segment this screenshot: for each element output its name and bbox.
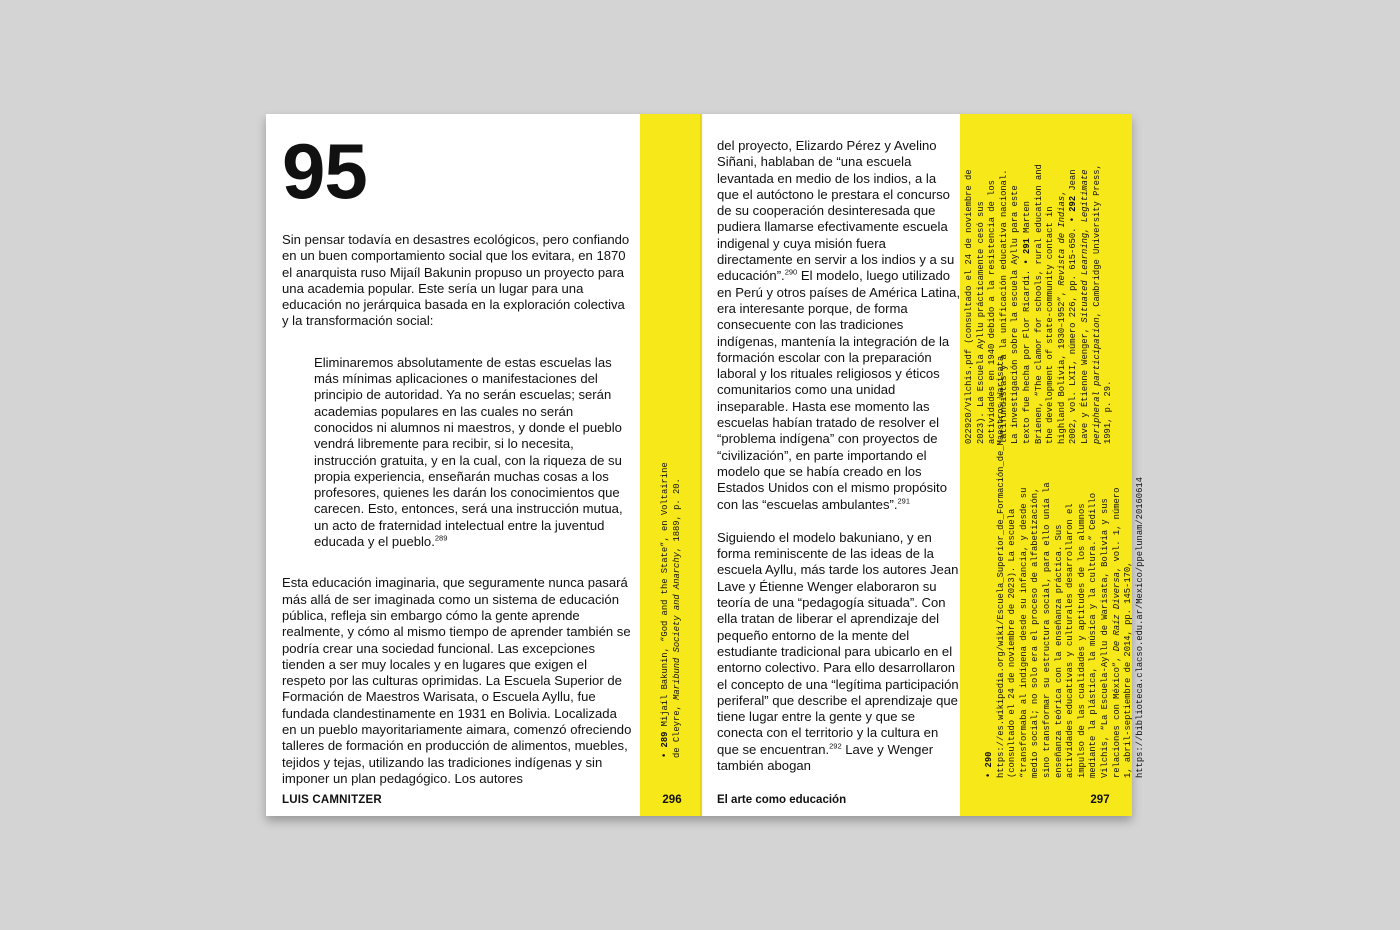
footnote-marker: • 290 — [984, 751, 994, 778]
running-footer-author: LUIS CAMNITZER — [282, 794, 382, 806]
body-paragraph: Sin pensar todavía en desastres ecológicos, pero confiando en un buen comportamiento social que los evitara, en 1870 el anarquista ruso Mijaíl Bakunin propuso un proyecto para una academia popular. Este sería un lugar para una educación no jerárquica basada en la exploración colectiva y la transformación social: — [282, 232, 630, 329]
footnote-290 — [984, 355, 1146, 778]
quote-text: Eliminaremos absolutamente de estas escuelas las más mínimas aplicaciones o manifestaciones del principio de autoridad. Ya no serán escuelas; serán academias populares en las cuales no serán conocidos ni alumnos ni maestros, y donde el pueblo vendrá libremente para recibir, si lo necesita, instrucción gratuita, y en la cual, con la riqueza de su propia experiencia, enseñarán muchas cosas a los profesores, quienes les darán los conocimientos que carecen. Esto, entonces, será una instrucción mutua, un acto de fraternidad intelectual entre la juventud educada y el pueblo. — [314, 354, 623, 550]
paragraph-text: del proyecto, Elizardo Pérez y Avelino Siñani, hablaban de “una escuela levantada en medio de los indios, a la que el autóctono le prestara el concurso de su cooperación desinteresada que pudiera llamarse efectivamente escuela indigenal y cuya misión fuera directamente en servir a los indios y a su educación”. — [717, 138, 955, 284]
page-number-left: 296 — [662, 794, 682, 806]
body-paragraph: Esta educación imaginaria, que seguramente nunca pasará más allá de ser imaginada como un sistema de educación pública, refleja sin embargo cómo la gente aprende realmente, y cómo al mismo tiempo de aprender también se podría crear una sociedad funcional. Las excepciones tienden a ser muy locales y en lugares que exigen el respeto por las culturas oprimidas. La Escuela Superior de Formación de Maestros Warisata, o Escuela Ayllu, fue fundada clandestinamente en 1931 en Bolivia. Localizada en un pueblo mayoritariamente aimara, comenzó ofreciendo talleres de formación en producción de alimentos, muebles, tejidos y tejas, utilizando las tradiciones indígenas y sin imponer un plan pedagógico. Los autores — [282, 575, 632, 786]
footnote-marker: • 292 — [1068, 195, 1079, 223]
footnote-marker: • 289 — [660, 731, 670, 758]
footnote-text: , vol. 1, número 1, abril-septiembre de 2014, pp. 145-170, https://biblioteca.clacso.edu.ar/Mexico/ppelunam/20160614 — [1111, 477, 1145, 778]
footnote-text: 022920/Vilchis.pdf (consultado el 24 de noviembre de 2023). La Escuela Ayllu prácticamente cesó sus actividades en 1940 debido a la resistencia de los latifundistas y a la unificación educativa nacional. La investigación sobre la escuela Ayllu para este texto fue hecha por Flor Ricardi. — [964, 169, 1032, 444]
right-page-body — [717, 138, 961, 774]
footnote-text: , Cambridge University Press, 1991, p. 29. — [1091, 164, 1114, 444]
footnote-ref: 291 — [897, 496, 911, 506]
footnote-title: Maribund Society and Anarchy — [671, 552, 682, 700]
footnote-marker: • 291 — [1021, 238, 1032, 265]
footnote-text: https://es.wikipedia.org/wiki/Escuela_Superior_de_Formación_de_Maestros_Warisata (consultado el 24 de noviembre de 2023). La escuela “transformaba al indígena desde su infancia, y desde su medio social; no solo era el proceso de alfabetización, sino transformar su estructura social, para ello unía la enseñanza teórica con la enseñanza práctica. Sus actividades educativas y culturales desarrollaron el impulso de las cualidades y aptitudes de los alumnos mediante la plástica, la música y la cultura.” Cedillo Vilchis, “La Escuela-Ayllu de Warisata, Bolivia y sus relaciones con México”, — [995, 355, 1122, 778]
paragraph-text: Siguiendo el modelo bakuniano, y en forma reminiscente de las ideas de la escuela Ayllu, más tarde los autores Jean Lave y Étienne Wenger elaboraron su teoría de una “pedagogía situada”. Con ella tratan de liberar el aprendizaje del pequeño entorno de la mente del estudiante tradicional para ubicarlo en el entorno colectivo. Para ello desarrollaron el concepto de una “legítima participación periferal” que describe el aprendizaje que tiene lugar entre la gente y que se conecta con el territorio y la cultura en que se encuentran. — [717, 529, 959, 757]
footnote-text: Jean Lave y Étienne Wenger, — [1068, 169, 1090, 444]
running-footer-chapter: El arte como educación — [717, 794, 847, 806]
footnote-text: Marten Brienen, “The clamor for schools, rural education and the development of state-community contact in highland Bolivia, 1930–1952”, — [1021, 164, 1067, 444]
page-number-right: 297 — [1090, 794, 1110, 806]
footnote-289 — [660, 458, 683, 758]
footnote-ref: 290 — [784, 268, 798, 278]
chapter-number: 95 — [282, 127, 367, 215]
footnote-text: Mijaíl Bakunin, “God and the State”, en Voltairine de Cleyre, — [660, 462, 682, 758]
paragraph-text: El modelo, luego utilizado en Perú y otros países de América Latina, era interesante porque, de forma consecuente con las tradiciones indígenas, mantenía la integración de la formación escolar con la preparación laboral y los rituales religiosos y éticos comunitarios como una unidad inseparable. Hasta ese momento las escuelas habían tratado de resolver el “problema indígena” con proyectos de “civilización”, en parte importando el modelo que se había creado en los Estados Unidos con el mismo propósito con las “escuelas ambulantes”. — [717, 268, 961, 512]
footnote-text: , 1889, p. 20. — [671, 478, 682, 553]
body-paragraph — [717, 138, 961, 513]
footnote-title: Situated Learning, Legitimate peripheral participation — [1079, 169, 1102, 444]
book-gutter — [700, 114, 704, 816]
left-page-body — [282, 232, 632, 787]
footnote-title: Revista de Indias — [1056, 195, 1067, 286]
body-paragraph — [717, 530, 961, 774]
footnote-ref: 292 — [829, 741, 842, 751]
footnote-title: De Raíz Diversa — [1111, 572, 1122, 652]
footnote-ref: 289 — [434, 533, 448, 543]
book-spread — [266, 114, 1145, 816]
block-quote — [314, 355, 628, 551]
paragraph-text: Lave y Wenger también abogan — [717, 741, 934, 773]
footnote-291-292 — [964, 160, 1115, 444]
footnote-text: , 2002, vol. LXII, número 226, pp. 615-650. — [1056, 190, 1079, 444]
